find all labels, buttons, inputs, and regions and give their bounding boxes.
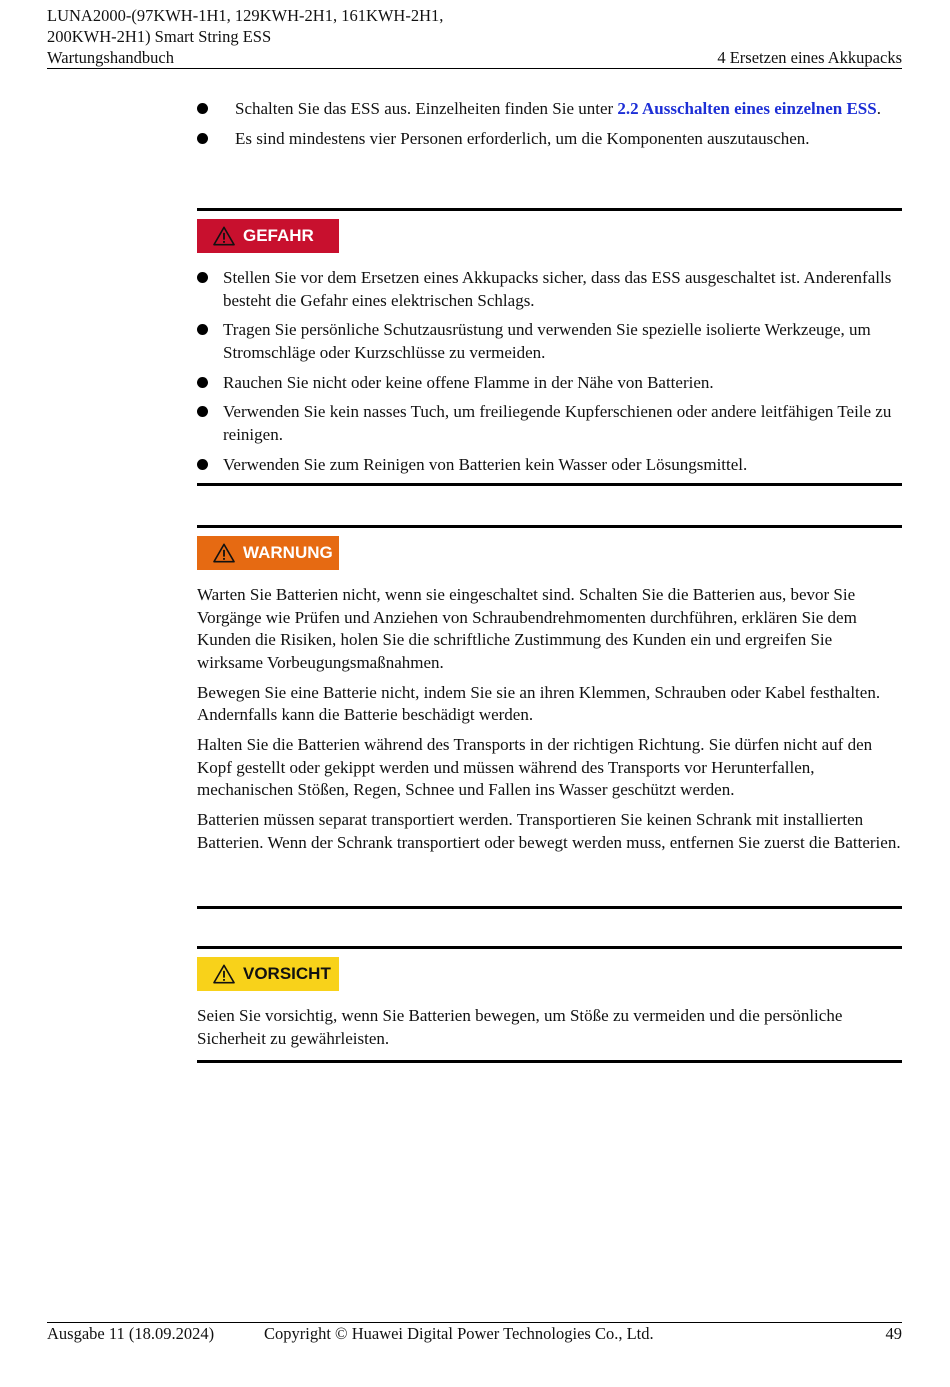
bullet-icon (197, 133, 208, 144)
footer-copyright: Copyright © Huawei Digital Power Technologies Co., Ltd. (264, 1324, 654, 1343)
warning-paragraph: Halten Sie die Batterien während des Transports in der richtigen Richtung. Sie dürfen nicht auf den Kopf gestellt oder gekippt werden und müssen während des Transports vor Herunterfallen, mechanischen Stößen, Regen, Schnee und Fallen ins Wasser geschützt werden. (197, 735, 873, 799)
list-item-text: Es sind mindestens vier Personen erforderlich, um die Komponenten auszutauschen. (235, 128, 810, 148)
list-item-text: Tragen Sie persönliche Schutzausrüstung und verwenden Sie spezielle isolierte Werkzeuge, um Stromschläge oder Kurzschlüsse zu vermeiden. (223, 320, 871, 362)
list-item (197, 372, 902, 395)
bullet-icon (197, 459, 208, 470)
caution-badge (197, 957, 339, 991)
danger-list (197, 267, 902, 476)
caution-paragraph: Seien Sie vorsichtig, wenn Sie Batterien bewegen, um Stöße zu vermeiden und die persönliche Sicherheit zu gewährleisten. (197, 1006, 843, 1048)
list-item (197, 401, 902, 446)
warning-triangle-icon (213, 543, 235, 563)
danger-badge (197, 219, 339, 253)
header-product-line2: 200KWH-2H1) Smart String ESS (47, 27, 272, 46)
warning-triangle-icon (213, 226, 235, 246)
warning-text (197, 584, 902, 854)
bullet-icon (197, 103, 208, 114)
warning-paragraph: Bewegen Sie eine Batterie nicht, indem Sie sie an ihren Klemmen, Schrauben oder Kabel festhalten. Andernfalls kann die Batterie beschädigt werden. (197, 682, 881, 724)
bullet-icon (197, 324, 208, 335)
danger-label: GEFAHR (243, 226, 314, 245)
page-number: 49 (885, 1324, 902, 1343)
list-item-text-suffix: . (876, 99, 881, 118)
caution-text (197, 1005, 902, 1050)
precondition-list (197, 98, 902, 157)
header-divider (47, 68, 902, 69)
caution-label: VORSICHT (243, 964, 331, 983)
warning-paragraph: Batterien müssen separat transportiert werden. Transportieren Sie keinen Schrank mit installierten Batterien. Wenn der Schrank transportiert oder bewegt werden muss, entfernen Sie zuerst die Batterien. (197, 810, 901, 852)
header-product-line1: LUNA2000-(97KWH-1H1, 129KWH-2H1, 161KWH-2H1, (47, 6, 444, 25)
list-item (197, 98, 902, 121)
warning-paragraph: Warten Sie Batterien nicht, wenn sie eingeschaltet sind. Schalten Sie die Batterien aus, bevor Sie Vorgänge wie Prüfen und Anziehen von Schraubendrehmomenten durchführen, erklären Sie dem Kunden die Risiken, holen Sie die schriftliche Zustimmung des Kunden ein und ergreifen Sie wirksame Vorbeugungsmaßnahmen. (197, 585, 857, 672)
header-product-title (47, 5, 443, 68)
bullet-icon (197, 377, 208, 388)
list-item-text: Schalten Sie das ESS aus. Einzelheiten finden Sie unter (235, 99, 618, 118)
bullet-icon (197, 406, 208, 417)
warning-triangle-icon (213, 964, 235, 984)
list-item (197, 128, 902, 151)
list-item-text: Verwenden Sie kein nasses Tuch, um freiliegende Kupferschienen oder andere leitfähigen Teile zu reinigen. (223, 402, 892, 444)
list-item (197, 454, 902, 477)
danger-notice (197, 208, 902, 486)
header-manual-name: Wartungshandbuch (47, 48, 174, 67)
warning-label: WARNUNG (243, 543, 333, 562)
warning-badge (197, 536, 339, 570)
list-item (197, 319, 902, 364)
list-item-text: Rauchen Sie nicht oder keine offene Flamme in der Nähe von Batterien. (223, 372, 714, 392)
warning-notice (197, 525, 902, 909)
caution-notice (197, 946, 902, 1063)
header-chapter-title: 4 Ersetzen eines Akkupacks (717, 48, 902, 67)
list-item-text: Stellen Sie vor dem Ersetzen eines Akkupacks sicher, dass das ESS ausgeschaltet ist. Anderenfalls besteht die Gefahr eines elektrischen Schlags. (223, 268, 892, 310)
cross-reference-link[interactable]: 2.2 Ausschalten eines einzelnen ESS (617, 99, 877, 118)
bullet-icon (197, 272, 208, 283)
list-item-text: Verwenden Sie zum Reinigen von Batterien kein Wasser oder Lösungsmittel. (223, 454, 748, 474)
list-item (197, 267, 902, 312)
footer-issue: Ausgabe 11 (18.09.2024) (47, 1324, 215, 1343)
